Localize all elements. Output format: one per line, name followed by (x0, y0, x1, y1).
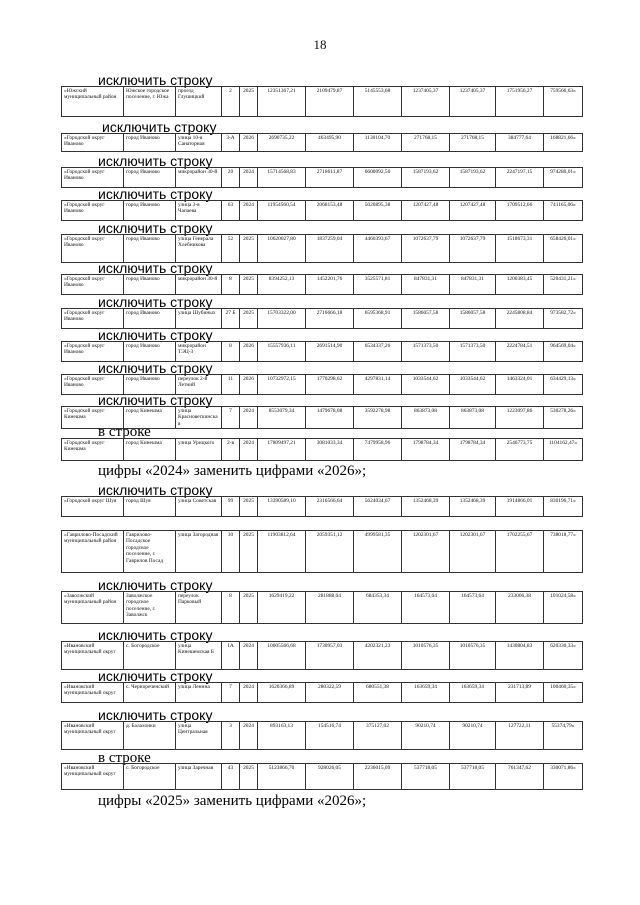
table-cell: 231713,89 (496, 683, 544, 703)
table-cell: 1207427,48 (402, 201, 450, 221)
table-cell: 2025 (240, 764, 258, 790)
table-cell: «Городской округ Шуя (62, 497, 124, 517)
table-cell: 7479958,96 (354, 439, 402, 461)
table-cell: 4297831,14 (354, 375, 402, 395)
table-cell: 2024 (240, 722, 258, 750)
data-table-row (61, 496, 583, 517)
table-cell: 233006,38 (496, 592, 544, 624)
table-cell: 1202301,67 (450, 531, 496, 573)
table-cell: 1620366,89 (258, 683, 306, 703)
table-cell: 2024 (240, 642, 258, 670)
table-cell: 8 (222, 275, 240, 295)
table-cell: 863873,08 (450, 407, 496, 429)
table-cell: 1237405,37 (402, 87, 450, 117)
table-row (62, 531, 583, 573)
table-cell: 7 (222, 407, 240, 429)
table-cell: 2025 (240, 592, 258, 624)
table-cell: 15557936,11 (258, 342, 306, 362)
table-cell: 1463324,01 (496, 375, 544, 395)
instruction-heading: исключить строку (98, 627, 213, 643)
table-cell: «Заволжский муниципальный район (62, 592, 124, 624)
table-cell: переулок 2-й Летний (176, 375, 222, 395)
table-cell: 63 (222, 201, 240, 221)
table-cell: 3525571,81 (354, 275, 402, 295)
table-cell: «Ивановский муниципальный округ (62, 764, 124, 790)
table-cell: город Иваново (124, 309, 176, 329)
table-cell: 741165,06» (544, 201, 583, 221)
table-cell: 1072637,79 (402, 235, 450, 263)
table-cell: «Городской округ Иваново (62, 275, 124, 295)
instruction-heading: исключить строку (102, 119, 217, 135)
table-row (62, 168, 583, 188)
table-row (62, 87, 583, 117)
table-cell: микрорайон 30-й (176, 275, 222, 295)
table-cell: 8 (222, 342, 240, 362)
table-cell: 1033544,62 (450, 375, 496, 395)
table-cell: город Иваново (124, 275, 176, 295)
instruction-heading: в строке (98, 750, 151, 766)
table-cell: 658426,01» (544, 235, 583, 263)
table-cell: улица Генерала Хлебникова (176, 235, 222, 263)
table-cell: 1010576,35 (402, 642, 450, 670)
table-cell: 2024 (240, 683, 258, 703)
table-cell: переулок Парковый (176, 592, 222, 624)
table-cell: 2224784,51 (496, 342, 544, 362)
table-cell: 10732972,15 (258, 375, 306, 395)
table-cell: 1629419,22 (258, 592, 306, 624)
table-cell: «Городской округ Иваново (62, 235, 124, 263)
table-cell: улица Урицкого (176, 439, 222, 461)
table-cell: 271768,15 (450, 134, 496, 152)
data-table-row (61, 167, 583, 188)
table-cell: «Городской округ Иваново (62, 375, 124, 395)
table-cell: 3-А (222, 134, 240, 152)
instruction-heading: исключить строку (98, 220, 213, 236)
table-cell: 1571373,50 (402, 342, 450, 362)
table-cell: 1010576,35 (450, 642, 496, 670)
table-cell: 154516,74 (306, 722, 354, 750)
table-cell: город Шуя (124, 497, 176, 517)
table-cell: 1207427,48 (450, 201, 496, 221)
table-cell: город Иваново (124, 168, 176, 188)
table-cell: город Иваново (124, 235, 176, 263)
data-table-row (61, 86, 583, 117)
table-cell: 168821,66» (544, 134, 583, 152)
table-cell: 634429,13» (544, 375, 583, 395)
table-cell: улица Кинешемская Б (176, 642, 222, 670)
instruction-heading: в строке (98, 424, 151, 440)
table-cell: улица Шубиных (176, 309, 222, 329)
table-cell: 271768,15 (402, 134, 450, 152)
table-cell: 1837259,04 (306, 235, 354, 263)
instruction-heading: исключить строку (98, 707, 213, 723)
table-cell: 2 (222, 87, 240, 117)
table-cell: 1587193,62 (402, 168, 450, 188)
table-cell: 1751956,27 (496, 87, 544, 117)
table-row (62, 642, 583, 670)
page-number: 18 (313, 37, 327, 52)
table-cell: 530278,26» (544, 407, 583, 429)
table-row (62, 342, 583, 362)
instruction-heading: исключить строку (98, 668, 213, 684)
table-cell: 1586057,58 (402, 309, 450, 329)
instruction-heading: исключить строку (98, 577, 213, 593)
table-cell: 281888,64 (306, 592, 354, 624)
table-cell: «Гаврилово-Посадский муниципальный район (62, 531, 124, 573)
table-cell: 6600092,56 (354, 168, 402, 188)
table-cell: 384777,64 (496, 134, 544, 152)
table-cell: 2718611,87 (306, 168, 354, 188)
table-cell: 1452201,76 (306, 275, 354, 295)
table-cell: 537718,05 (450, 764, 496, 790)
table-cell: город Иваново (124, 201, 176, 221)
table-cell: 2025 (240, 531, 258, 573)
table-cell: 4460393,67 (354, 235, 402, 263)
table-cell: 5145553,68 (354, 87, 402, 117)
table-cell: улица Центральная (176, 722, 222, 750)
table-cell: 680551,38 (354, 683, 402, 703)
table-cell: 1200383,45 (496, 275, 544, 295)
table-row (62, 275, 583, 295)
table-cell: улица Советская (176, 497, 222, 517)
table-cell: 3 (222, 722, 240, 750)
table-cell: «Городской округ Кинешма (62, 439, 124, 461)
table-cell: 1730957,03 (306, 642, 354, 670)
table-cell: 761347,62 (496, 764, 544, 790)
table-cell: 90210,74 (402, 722, 450, 750)
table-cell: 2690735,22 (258, 134, 306, 152)
table-cell: 375127,02 (354, 722, 402, 750)
table-cell: с. Чернореченский (124, 683, 176, 703)
table-cell: 1770298,62 (306, 375, 354, 395)
table-cell: город Иваново (124, 342, 176, 362)
data-table-row (61, 530, 583, 573)
table-cell: 684353,34 (354, 592, 402, 624)
table-row (62, 497, 583, 517)
table-cell: «Городской округ Кинешма (62, 407, 124, 429)
table-cell: 163659,34 (402, 683, 450, 703)
table-cell: 863873,08 (402, 407, 450, 429)
table-cell: 1А (222, 642, 240, 670)
table-cell: 11903812,64 (258, 531, 306, 573)
table-cell: 2024 (240, 439, 258, 461)
table-cell: 2316566,64 (306, 497, 354, 517)
table-cell: 13390589,10 (258, 497, 306, 517)
table-cell: 1587193,62 (450, 168, 496, 188)
table-cell: 2024 (240, 407, 258, 429)
table-cell: 847831,31 (450, 275, 496, 295)
table-cell: «Городской округ Иваново (62, 168, 124, 188)
table-cell: Заволжское городское поселение, г. Заволжск (124, 592, 176, 624)
table-cell: 1352468,39 (402, 497, 450, 517)
table-cell: 2546773,75 (496, 439, 544, 461)
data-table-row (61, 341, 583, 362)
table-cell: 10620027,80 (258, 235, 306, 263)
table-cell: 101024,58» (544, 592, 583, 624)
table-cell: 2236015,09 (354, 764, 402, 790)
table-cell: улица Ленина (176, 683, 222, 703)
table-cell: 2024 (240, 168, 258, 188)
data-table-row (61, 133, 583, 152)
table-cell: 1033544,62 (402, 375, 450, 395)
table-row (62, 592, 583, 624)
table-cell: 893163,13 (258, 722, 306, 750)
table-cell: 164573,64 (450, 592, 496, 624)
table-cell: 1518673,31 (496, 235, 544, 263)
table-cell: 1352468,39 (450, 497, 496, 517)
instruction-heading: исключить строку (98, 327, 213, 343)
table-cell: 738018,77» (544, 531, 583, 573)
table-cell: 973582,72» (544, 309, 583, 329)
table-cell: 164573,64 (402, 592, 450, 624)
data-table-row (61, 438, 583, 461)
table-cell: 2025 (240, 275, 258, 295)
table-cell: «Городской округ Иваново (62, 342, 124, 362)
table-row (62, 235, 583, 263)
table-cell: Гаврилово-Посадское городское поселение, г. Гаврилов Посад (124, 531, 176, 573)
table-cell: 11 (222, 375, 240, 395)
table-row (62, 683, 583, 703)
table-cell: 847831,31 (402, 275, 450, 295)
table-cell: 2247197,15 (496, 168, 544, 188)
table-cell: 2025 (240, 235, 258, 263)
table-cell: 2691514,90 (306, 342, 354, 362)
table-cell: 5123866,70 (258, 764, 306, 790)
data-table-row (61, 591, 583, 624)
table-cell: 1709512,66 (496, 201, 544, 221)
table-cell: 964569,04» (544, 342, 583, 362)
table-cell: 100460,35» (544, 683, 583, 703)
table-row (62, 309, 583, 329)
table-cell: 8 (222, 592, 240, 624)
table-cell: 6534337,26 (354, 342, 402, 362)
table-cell: 2025 (240, 497, 258, 517)
table-cell: 15703322,00 (258, 309, 306, 329)
table-cell: 55374,79» (544, 722, 583, 750)
table-cell: 99 (222, 497, 240, 517)
table-cell: 974280,01» (544, 168, 583, 188)
table-cell: 1430804,83 (496, 642, 544, 670)
table-cell: д. Балахонки (124, 722, 176, 750)
table-cell: 1798784,34 (402, 439, 450, 461)
table-cell: 2-в (222, 439, 240, 461)
table-cell: с. Богородское (124, 642, 176, 670)
table-cell: 7 (222, 683, 240, 703)
table-cell: 1479678,08 (306, 407, 354, 429)
data-table-row (61, 721, 583, 750)
table-cell: 2025 (240, 87, 258, 117)
table-cell: 8394252,13 (258, 275, 306, 295)
table-cell: улица Красноветкинская (176, 407, 222, 429)
table-cell: 10005566,68 (258, 642, 306, 670)
table-cell: «Ивановский муниципальный округ (62, 722, 124, 750)
data-table-row (61, 308, 583, 329)
table-cell: 90210,74 (450, 722, 496, 750)
table-cell: город Иваново (124, 375, 176, 395)
table-cell: 1914866,01 (496, 497, 544, 517)
instruction-heading: цифры «2024» заменить цифрами «2026»; (98, 463, 367, 479)
table-cell: 11954560,54 (258, 201, 306, 221)
data-table-row (61, 274, 583, 295)
instruction-heading: исключить строку (98, 482, 213, 498)
instruction-heading: исключить строку (98, 360, 213, 376)
table-cell: 5020895,38 (354, 201, 402, 221)
table-cell: 2245808,84 (496, 309, 544, 329)
table-cell: 280322,59 (306, 683, 354, 703)
table-cell: 759566,63» (544, 87, 583, 117)
table-cell: 52 (222, 235, 240, 263)
table-cell: 1237405,37 (450, 87, 496, 117)
table-cell: 330071,86» (544, 764, 583, 790)
table-cell: 2026 (240, 375, 258, 395)
table-cell: «Ивановский муниципальный округ (62, 683, 124, 703)
table-cell: 127722,11 (496, 722, 544, 750)
table-cell: 1571373,50 (450, 342, 496, 362)
table-row (62, 439, 583, 461)
data-table-row (61, 234, 583, 263)
table-cell: 3081033,34 (306, 439, 354, 461)
table-cell: улица Заречная (176, 764, 222, 790)
table-cell: 2068153,48 (306, 201, 354, 221)
table-cell: 1798784,34 (450, 439, 496, 461)
table-cell: «Ивановский муниципальный округ (62, 642, 124, 670)
table-cell: улица Загородная (176, 531, 222, 573)
table-cell: 928026,05 (306, 764, 354, 790)
table-cell: город Кинешма (124, 407, 176, 429)
table-cell: 4999581,35 (354, 531, 402, 573)
instruction-heading: цифры «2025» заменить цифрами «2026»; (98, 793, 367, 809)
table-cell: 830196,71» (544, 497, 583, 517)
table-cell: 520431,21» (544, 275, 583, 295)
instruction-heading: исключить строку (98, 72, 213, 88)
instruction-heading: исключить строку (98, 294, 213, 310)
table-cell: 30 (222, 531, 240, 573)
table-row (62, 134, 583, 152)
table-cell: 537718,05 (402, 764, 450, 790)
table-cell: «Южский муниципальный район (62, 87, 124, 117)
table-cell: «Городской округ Иваново (62, 201, 124, 221)
table-row (62, 201, 583, 221)
table-cell: 1130104,70 (354, 134, 402, 152)
table-cell: 17809497,21 (258, 439, 306, 461)
table-cell: микрорайон ТЭЦ-3 (176, 342, 222, 362)
table-cell: 2024 (240, 201, 258, 221)
data-table-row (61, 200, 583, 221)
instruction-heading: исключить строку (98, 260, 213, 276)
table-cell: микрорайон 30-й (176, 168, 222, 188)
table-cell: 620330,33» (544, 642, 583, 670)
table-cell: 2716666,18 (306, 309, 354, 329)
table-cell: 463495,90 (306, 134, 354, 152)
table-cell: с. Богородское (124, 764, 176, 790)
table-cell: 163659,34 (450, 683, 496, 703)
data-table-row (61, 641, 583, 670)
instruction-heading: исключить строку (98, 392, 213, 408)
table-cell: 4202321,23 (354, 642, 402, 670)
table-cell: 1223097,86 (496, 407, 544, 429)
table-cell: 8553079,34 (258, 407, 306, 429)
table-row (62, 722, 583, 750)
table-cell: 2025 (240, 309, 258, 329)
table-cell: 1072637,79 (450, 235, 496, 263)
table-cell: 1104162,47» (544, 439, 583, 461)
instruction-heading: исключить строку (98, 153, 213, 169)
table-cell: 43 (222, 764, 240, 790)
table-cell: 2026 (240, 342, 258, 362)
table-cell: Южское городское поселение, г. Южа (124, 87, 176, 117)
table-cell: 2109479,87 (306, 87, 354, 117)
table-cell: 1702255,67 (496, 531, 544, 573)
data-table-row (61, 763, 583, 790)
table-cell: 5624034,67 (354, 497, 402, 517)
table-cell: улица 10-я Санаторная (176, 134, 222, 152)
table-cell: 3592278,98 (354, 407, 402, 429)
table-cell: 12351367,21 (258, 87, 306, 117)
table-cell: «Городской округ Иваново (62, 309, 124, 329)
data-table-row (61, 682, 583, 703)
table-cell: 20 (222, 168, 240, 188)
table-cell: город Иваново (124, 134, 176, 152)
table-cell: 6595368,91 (354, 309, 402, 329)
table-row (62, 764, 583, 790)
table-cell: 2059351,12 (306, 531, 354, 573)
table-cell: 2026 (240, 134, 258, 152)
table-cell: город Кинешма (124, 439, 176, 461)
table-cell: 1586057,58 (450, 309, 496, 329)
table-cell: 15714568,83 (258, 168, 306, 188)
table-cell: улица 3-я Чапаева (176, 201, 222, 221)
instruction-heading: исключить строку (98, 186, 213, 202)
table-cell: «Городской округ Иваново (62, 134, 124, 152)
table-cell: 1202301,67 (402, 531, 450, 573)
table-cell: проезд Глушицкий (176, 87, 222, 117)
table-cell: 27 Б (222, 309, 240, 329)
